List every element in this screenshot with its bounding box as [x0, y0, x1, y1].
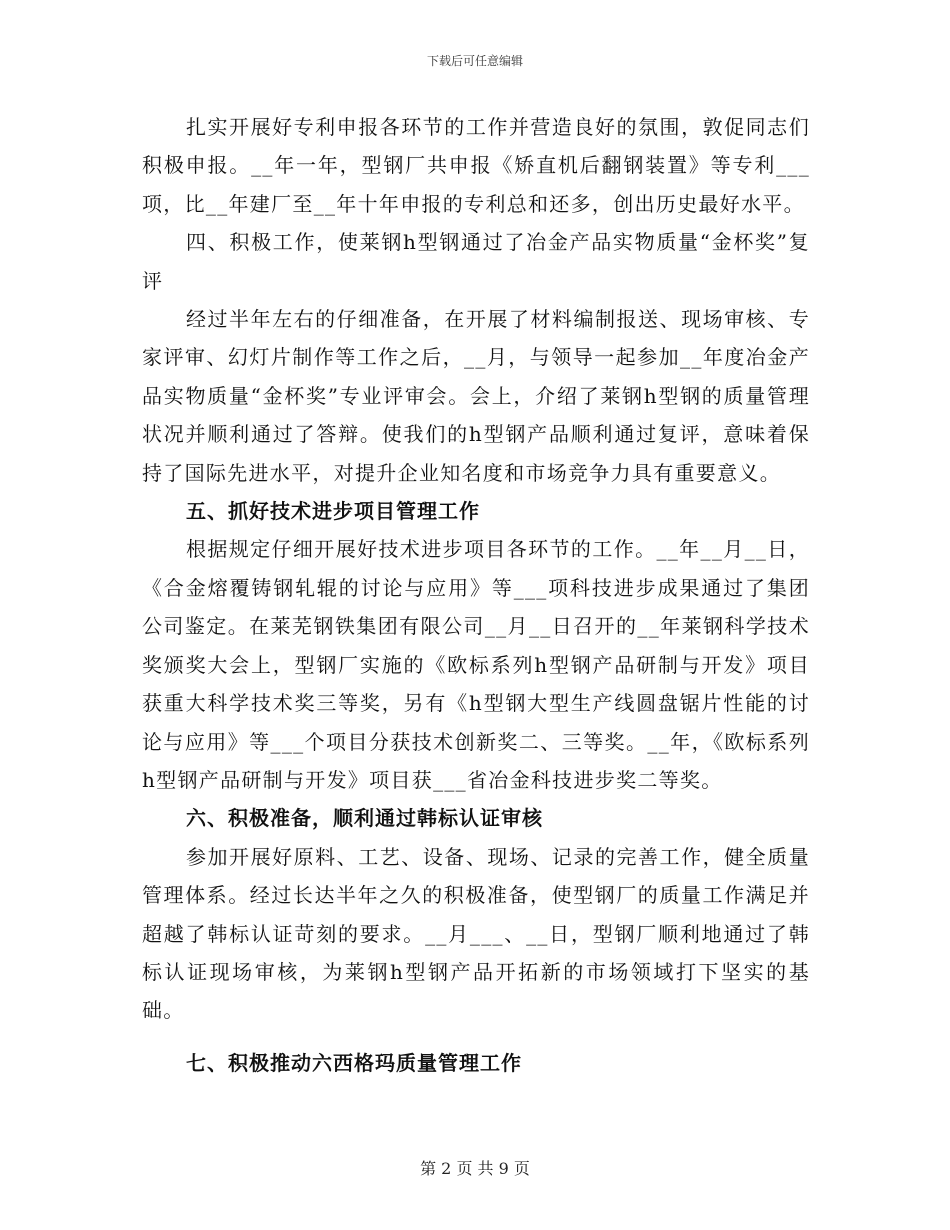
page-footer: 第 2 页 共 9 页	[420, 1159, 530, 1178]
section-heading-5: 五、抓好技术进步项目管理工作	[186, 499, 480, 524]
paragraph-gold-cup-title: 四、积极工作，使莱钢h型钢通过了冶金产品实物质量“金杯奖”复评	[142, 230, 810, 293]
paragraph-patents: 扎实开展好专利申报各环节的工作并营造良好的氛围，敦促同志们积极申报。__年一年，型钢厂共申报《矫直机后翻钢装置》等专利___项，比__年建厂至__年十年申报的专利总和还多，创出历史最好水平。	[142, 115, 810, 216]
paragraph-tech-progress: 根据规定仔细开展好技术进步项目各环节的工作。__年__月__日，《合金熔覆铸钢轧辊的讨论与应用》等___项科技进步成果通过了集团公司鉴定。在莱芜钢铁集团有限公司__月__日召开的__年莱钢科学技术奖颁奖大会上，型钢厂实施的《欧标系列h型钢产品研制与开发》项目获重大科学技术奖三等奖，另有《h型钢大型生产线圆盘锯片性能的讨论与应用》等___个项目分获技术创新奖二、三等奖。__年，《欧标系列h型钢产品研制与开发》项目获___省冶金科技进步奖二等奖。	[142, 537, 810, 792]
section-heading-6: 六、积极准备，顺利通过韩标认证审核	[186, 806, 543, 831]
page-header: 下载后可任意编辑	[426, 54, 523, 68]
document-body	[142, 108, 810, 1082]
paragraph-korean-cert: 参加开展好原料、工艺、设备、现场、记录的完善工作，健全质量管理体系。经过长达半年之久的积极准备，使型钢厂的质量工作满足并超越了韩标认证苛刻的要求。__月___、__日，型钢厂顺利地通过了韩标认证现场审核，为莱钢h型钢产品开拓新的市场领域打下坚实的基础。	[142, 844, 810, 1023]
section-heading-7: 七、积极推动六西格玛质量管理工作	[186, 1050, 522, 1075]
paragraph-gold-cup: 经过半年左右的仔细准备，在开展了材料编制报送、现场审核、专家评审、幻灯片制作等工作之后，__月，与领导一起参加__年度冶金产品实物质量“金杯奖”专业评审会。会上，介绍了莱钢h型钢的质量管理状况并顺利通过了答辩。使我们的h型钢产品顺利通过复评，意味着保持了国际先进水平，对提升企业知名度和市场竞争力具有重要意义。	[142, 307, 810, 485]
